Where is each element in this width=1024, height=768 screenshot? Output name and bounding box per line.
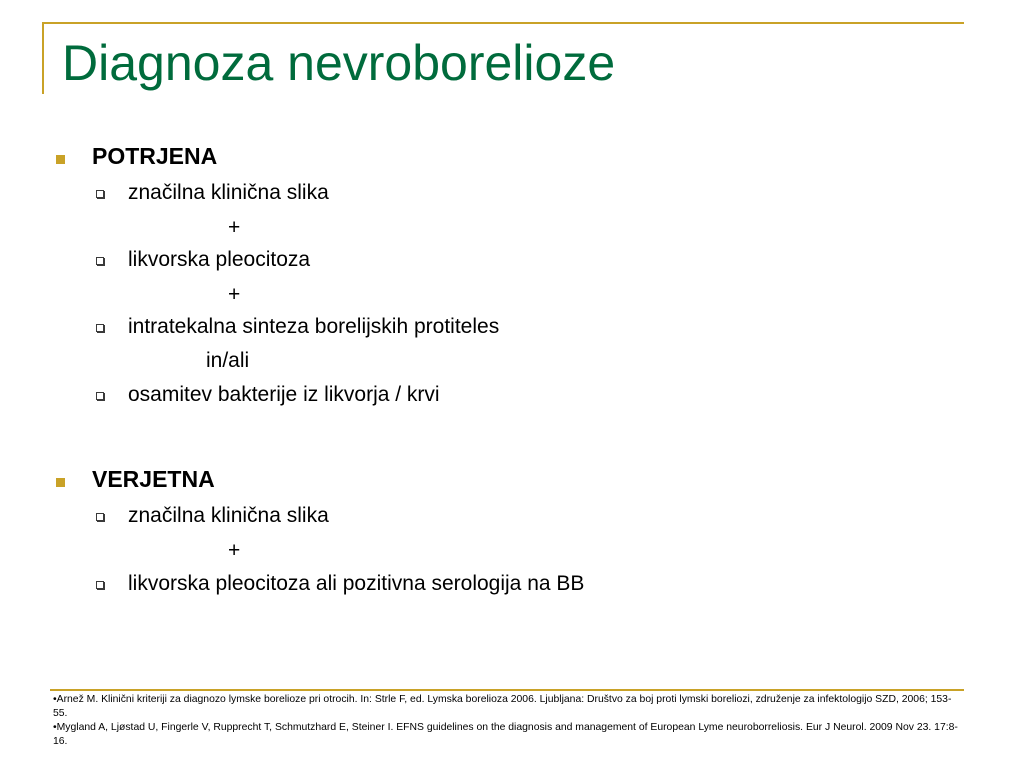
section-heading-potrjena: POTRJENA [92,143,218,169]
list-item: likvorska pleocitoza ali pozitivna serologija na BB [128,572,585,595]
hollow-square-bullet-icon [96,513,104,521]
list-item: značilna klinična slika [128,504,329,527]
section-heading-verjetna: VERJETNA [92,466,215,492]
square-bullet-icon [56,155,65,164]
and-or-connector: in/ali [206,349,250,372]
footer-divider [50,689,964,691]
list-item: osamitev bakterije iz likvorja / krvi [128,383,440,406]
plus-connector: + [228,283,241,306]
left-border-line [42,22,44,94]
hollow-square-bullet-icon [96,190,104,198]
square-bullet-icon [56,478,65,487]
reference-item: •Arnež M. Klinični kriteriji za diagnozo lymske borelioze pri otrocih. In: Strle F, ed. Lymska borelioza 2006. Ljubljana: Društvo za boj proti lymski boreliozi, združenje za infektologijo SZD, 2006; 153-55. [53,694,952,719]
plus-connector: + [228,539,241,562]
list-item: likvorska pleocitoza [128,248,311,271]
references [53,693,963,749]
list-item: značilna klinična slika [128,181,329,204]
top-border-line [42,22,964,24]
reference-item: •Mygland A, Ljøstad U, Fingerle V, Rupprecht T, Schmutzhard E, Steiner I. EFNS guidelines on the diagnosis and management of European Lyme neuroborreliosis. Eur J Neurol. 2009 Nov 23. 17:8-16. [53,722,958,747]
hollow-square-bullet-icon [96,257,104,265]
hollow-square-bullet-icon [96,581,104,589]
list-item: intratekalna sinteza borelijskih protiteles [128,315,500,338]
hollow-square-bullet-icon [96,324,104,332]
slide-title: Diagnoza nevroborelioze [62,35,616,91]
plus-connector: + [228,216,241,239]
hollow-square-bullet-icon [96,392,104,400]
